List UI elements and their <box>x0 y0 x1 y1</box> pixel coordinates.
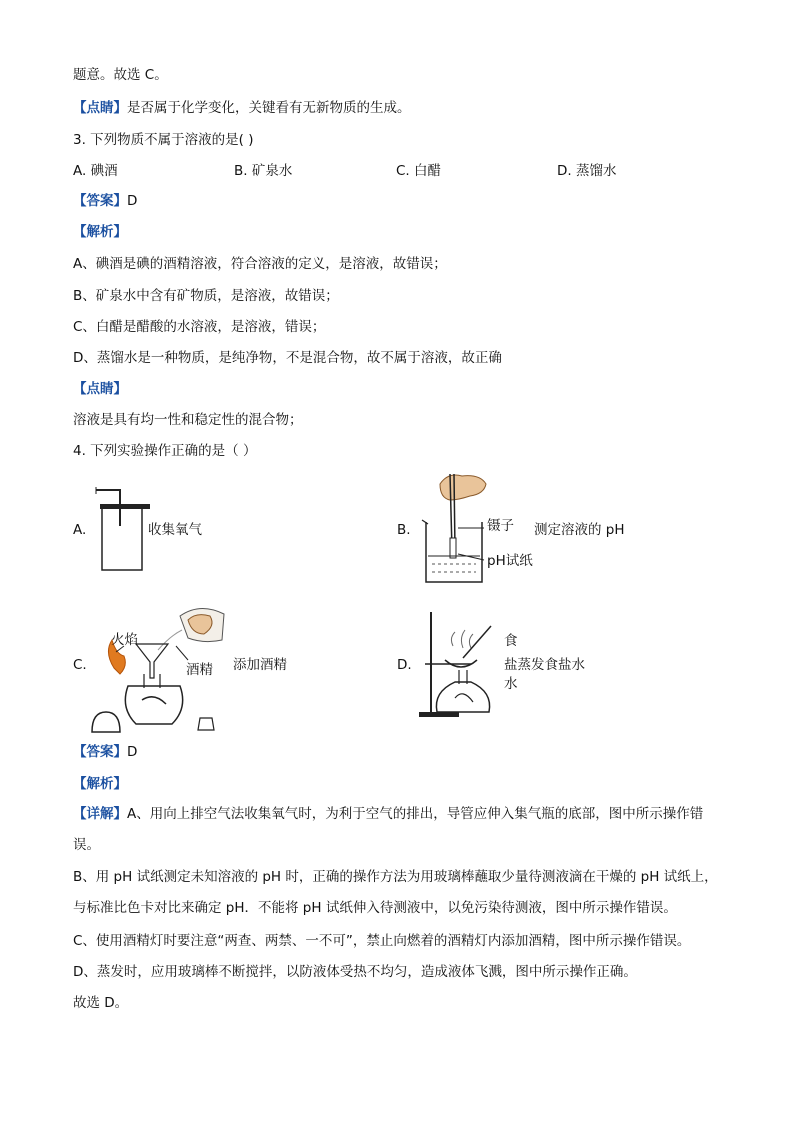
q3-option-b: B. 矿泉水 <box>234 163 293 179</box>
flame-label: 火焰 <box>111 632 138 648</box>
answer-line-4 <box>73 743 137 761</box>
detail-a <box>73 799 723 861</box>
q3-option-c: C. 白醋 <box>396 163 442 179</box>
q3-option-a: A. 碘酒 <box>73 163 118 179</box>
final-answer: 故选 D。 <box>73 995 129 1011</box>
figure-d-caption: 盐蒸发食盐水 <box>504 657 585 673</box>
tweezers-label: 镊子 <box>487 518 514 534</box>
analysis-line: A、碘酒是碘的酒精溶液，符合溶液的定义，是溶液，故错误； <box>73 256 447 272</box>
point-tag: 【点睛】 <box>73 100 127 116</box>
point-text: 溶液是具有均一性和稳定性的混合物； <box>73 412 303 428</box>
detail-tag: 【详解】 <box>73 806 127 822</box>
figure-c-caption: 添加酒精 <box>233 657 287 673</box>
figure-b-caption: 测定溶液的 pH <box>534 522 625 538</box>
question-3: 3. 下列物质不属于溶液的是( ) <box>73 132 254 148</box>
answer-tag: 【答案】 <box>73 744 127 760</box>
figure-b-letter: B. <box>397 522 411 538</box>
answer-tag: 【答案】 <box>73 193 127 209</box>
beaker-ph-diagram <box>418 470 498 586</box>
figure-d-letter: D. <box>397 657 412 673</box>
answer-value: D <box>127 744 138 760</box>
detail-a-text: A、用向上排空气法收集氧气时，为利于空气的排出，导管应伸入集气瓶的底部，图中所示操作错误。 <box>73 806 704 853</box>
analysis-line: C、白醋是醋酸的水溶液，是溶液，错误； <box>73 319 326 335</box>
text-line: 题意。故选 C。 <box>73 67 168 83</box>
analysis-tag: 【解析】 <box>73 776 127 792</box>
ph-paper-label: pH试纸 <box>487 553 533 569</box>
detail-c: C、使用酒精灯时要注意“两查、两禁、一不可”，禁止向燃着的酒精灯内添加酒精，图中所示操作错误。 <box>73 933 691 949</box>
analysis-line: B、矿泉水中含有矿物质，是溶液，故错误； <box>73 288 339 304</box>
alcohol-label: 酒精 <box>186 662 213 678</box>
detail-b: B、用 pH 试纸测定未知溶液的 pH 时，正确的操作方法为用玻璃棒蘸取少量待测液滴在干燥的 pH 试纸上，与标准比色卡对比来确定 pH．不能将 pH 试纸伸入待测液中，以免污染待测液，图中所示操作错误。 <box>73 869 718 916</box>
salt-label-bottom: 水 <box>504 676 518 692</box>
analysis-tag: 【解析】 <box>73 224 127 240</box>
analysis-line: D、蒸馏水是一种物质，是纯净物，不是混合物，故不属于溶液，故正确 <box>73 350 502 366</box>
answer-line-3 <box>73 192 137 210</box>
figure-c-letter: C. <box>73 657 87 673</box>
salt-label-top: 食 <box>504 633 518 649</box>
q3-option-d: D. 蒸馏水 <box>557 163 617 179</box>
detail-d: D、蒸发时，应用玻璃棒不断搅拌，以防液体受热不均匀，造成液体飞溅，图中所示操作正确。 <box>73 964 637 980</box>
answer-value: D <box>127 193 138 209</box>
figure-a-letter: A. <box>73 522 87 538</box>
figure-a-caption: 收集氧气 <box>148 522 202 538</box>
point-line <box>73 99 411 117</box>
question-4: 4. 下列实验操作正确的是（ ） <box>73 443 257 459</box>
point-text: 是否属于化学变化，关键看有无新物质的生成。 <box>127 100 411 116</box>
evaporation-diagram <box>415 608 503 720</box>
point-tag: 【点睛】 <box>73 381 127 397</box>
